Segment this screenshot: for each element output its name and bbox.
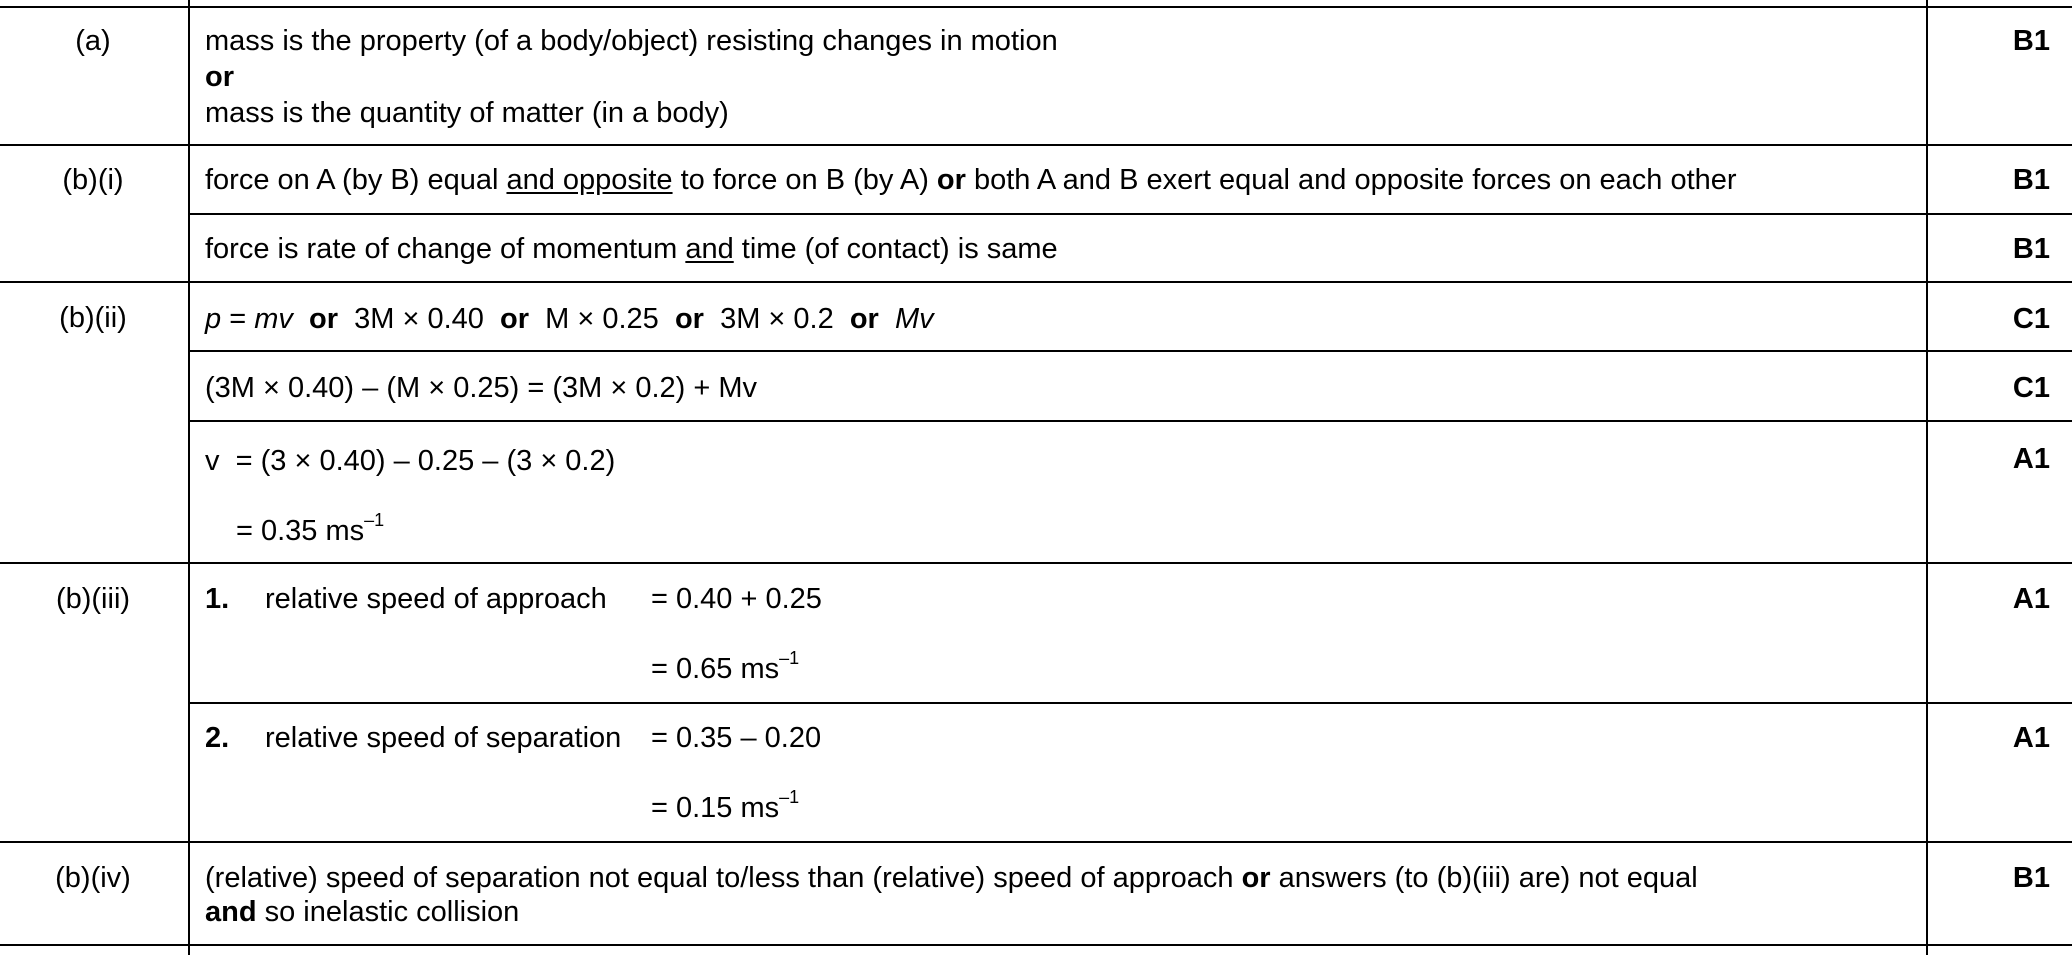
rule-biii-bottom <box>0 841 2072 843</box>
answer-bi-1: force on A (by B) equal and opposite to force on B (by A) or both A and B exert equal and opposite forces on each other <box>205 164 1737 196</box>
item-number-1: 1. <box>205 583 230 615</box>
part-label-biii: (b)(iii) <box>55 583 131 615</box>
approach-eq1: = 0.40 + 0.25 <box>651 583 822 615</box>
rule-bii-split2 <box>190 420 2072 422</box>
answer-a-line1: mass is the property (of a body/object) resisting changes in motion <box>205 25 1058 57</box>
answer-biv-line1: (relative) speed of separation not equal to/less than (relative) speed of approach or answers (to (b)(iii) are) not equal <box>205 862 1698 894</box>
separation-eq2: = 0.15 $ms^{-1}$ <box>651 787 800 824</box>
rule-bi-bottom <box>0 281 2072 283</box>
answer-bii-2: (3M × 0.40) – (M × 0.25) = (3M × 0.2) + Mv <box>205 372 758 404</box>
mark-biv: B1 <box>2012 862 2050 894</box>
mark-bii-3: A1 <box>2012 443 2050 475</box>
approach-label: relative speed of approach <box>265 583 607 615</box>
underlined-and-opposite: and opposite <box>506 164 673 196</box>
rule-col-part <box>188 0 190 955</box>
answer-bi-2: force is rate of change of momentum and time (of contact) is same <box>205 233 1058 265</box>
separation-eq1: = 0.35 – 0.20 <box>651 722 822 754</box>
mark-bii-2: C1 <box>2012 372 2050 404</box>
answer-bii-3-line1: v = (3 × 0.40) – 0.25 – (3 × 0.2) <box>205 445 616 477</box>
separation-label: relative speed of separation <box>265 722 622 754</box>
rule-col-marks <box>1926 0 1928 955</box>
part-label-bi: (b)(i) <box>62 164 124 196</box>
rule-bii-split1 <box>190 350 2072 352</box>
rule-top <box>0 6 2072 8</box>
answer-a-or: or <box>205 61 234 93</box>
part-label-bii: (b)(ii) <box>59 302 127 334</box>
item-number-2: 2. <box>205 722 230 754</box>
part-label-a: (a) <box>75 25 111 57</box>
mark-a: B1 <box>2012 25 2050 57</box>
answer-bii-3-line2: = 0.35 $ms^{-1}$ <box>236 510 385 547</box>
part-label-biv: (b)(iv) <box>55 862 131 894</box>
underlined-and: and <box>685 233 734 265</box>
mark-biii-2: A1 <box>2012 722 2050 754</box>
mark-biii-1: A1 <box>2012 583 2050 615</box>
mark-bi-1: B1 <box>2012 164 2050 196</box>
answer-bii-1: p = mv or 3M × 0.40 or M × 0.25 or 3M × 0.2 or Mv <box>205 303 934 335</box>
rule-a-bottom <box>0 144 2072 146</box>
approach-eq2: = 0.65 $ms^{-1}$ <box>651 648 800 685</box>
answer-biv-line2: and so inelastic collision <box>205 896 520 928</box>
rule-bottom <box>0 944 2072 946</box>
mark-bii-1: C1 <box>2012 303 2050 335</box>
answer-a-line2: mass is the quantity of matter (in a body) <box>205 97 729 129</box>
rule-bi-split <box>190 213 2072 215</box>
mark-bi-2: B1 <box>2012 233 2050 265</box>
rule-biii-split <box>190 702 2072 704</box>
rule-bii-bottom <box>0 562 2072 564</box>
